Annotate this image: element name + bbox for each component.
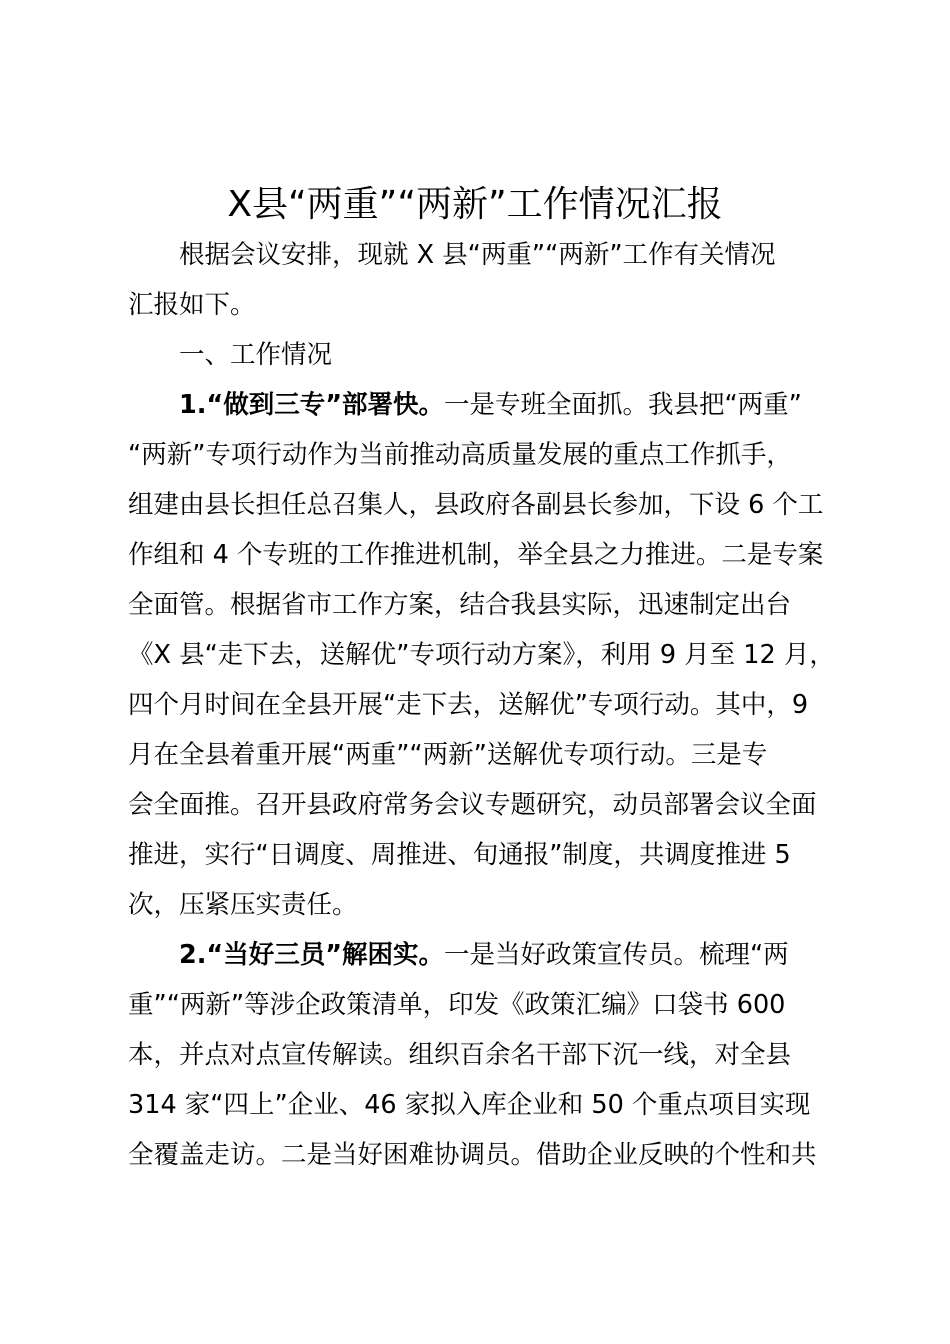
paragraph-line	[128, 230, 843, 280]
paragraph-lead-heading: 2.“当好三员”解困实。	[179, 940, 444, 970]
paragraph-line	[128, 430, 843, 480]
paragraph-line	[128, 580, 843, 630]
paragraph-line	[128, 830, 843, 880]
paragraph-line	[128, 330, 843, 380]
paragraph-text: 《X 县“走下去，送解优”专项行动方案》，利用 9 月至 12 月，	[128, 640, 835, 670]
paragraph-text: 314 家“四上”企业、46 家拟入库企业和 50 个重点项目实现	[128, 1090, 811, 1120]
paragraph-line	[128, 780, 843, 830]
paragraph-line	[128, 280, 843, 330]
paragraph-line	[128, 630, 843, 680]
paragraph-text: “两新”专项行动作为当前推动高质量发展的重点工作抓手，	[128, 440, 792, 470]
paragraph-text: 全面管。根据省市工作方案，结合我县实际，迅速制定出台	[128, 590, 792, 620]
paragraph-text: 重”“两新”等涉企政策清单，印发《政策汇编》口袋书 600	[128, 990, 786, 1020]
paragraph-text: 组建由县长担任总召集人，县政府各副县长参加，下设 6 个工	[128, 490, 824, 520]
paragraph-line	[128, 980, 843, 1030]
paragraph-text: 本，并点对点宣传解读。组织百余名干部下沉一线，对全县	[128, 1040, 792, 1070]
paragraph-text: 汇报如下。	[128, 290, 256, 320]
paragraph-text: 根据会议安排，现就 X 县“两重”“两新”工作有关情况	[179, 240, 776, 270]
paragraph-text: 一、工作情况	[179, 340, 333, 370]
paragraph-line	[128, 680, 843, 730]
paragraph-text: 四个月时间在全县开展“走下去，送解优”专项行动。其中，9	[128, 690, 809, 720]
paragraph-lead-heading: 1.“做到三专”部署快。	[179, 390, 444, 420]
paragraph-line	[128, 480, 843, 530]
paragraph-text: 推进，实行“日调度、周推进、旬通报”制度，共调度推进 5	[128, 840, 791, 870]
paragraph-line	[128, 1030, 843, 1080]
paragraph-text: 会全面推。召开县政府常务会议专题研究，动员部署会议全面	[128, 790, 817, 820]
paragraph-line	[128, 380, 843, 430]
paragraph-line	[128, 930, 843, 980]
paragraph-line	[128, 1080, 843, 1130]
paragraph-text: 全覆盖走访。二是当好困难协调员。借助企业反映的个性和共	[128, 1140, 817, 1170]
paragraph-line	[128, 530, 843, 580]
paragraph-line	[128, 1130, 843, 1180]
paragraph-text: 作组和 4 个专班的工作推进机制，举全县之力推进。二是专案	[128, 540, 824, 570]
document-body	[128, 230, 843, 1180]
paragraph-line	[128, 880, 843, 930]
paragraph-text: 月在全县着重开展“两重”“两新”送解优专项行动。三是专	[128, 740, 768, 770]
paragraph-line	[128, 730, 843, 780]
paragraph-text: 次，压紧压实责任。	[128, 890, 358, 920]
document-title: X县“两重”“两新”工作情况汇报	[227, 184, 723, 225]
paragraph-text: 一是当好政策宣传员。梳理“两	[443, 940, 789, 970]
paragraph-text: 一是专班全面抓。我县把“两重”	[443, 390, 802, 420]
